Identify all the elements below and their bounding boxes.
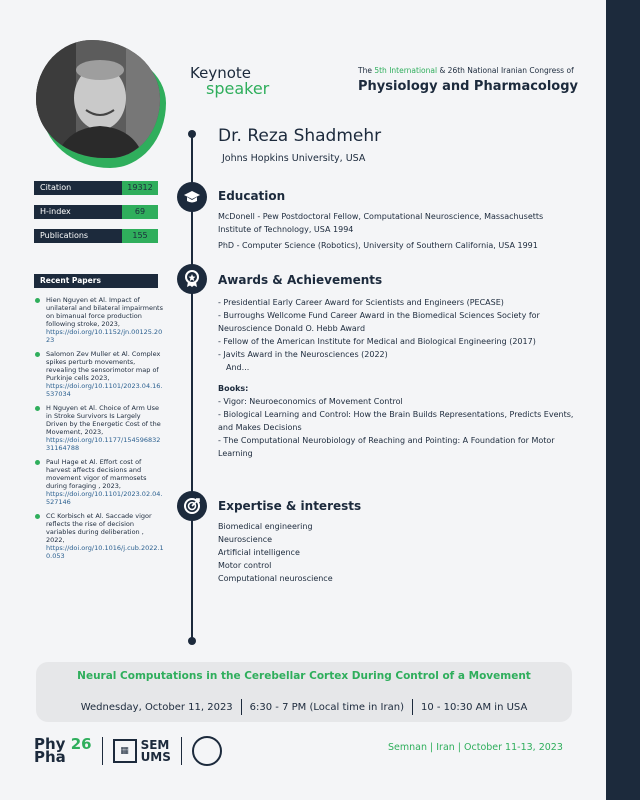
expertise-item: Motor control — [218, 561, 272, 570]
stat-label: Publications — [34, 229, 122, 243]
expertise-title: Expertise & interests — [218, 499, 362, 513]
phypha-logo: Phy 26 Pha — [34, 735, 92, 766]
talk-schedule — [36, 696, 572, 718]
award-item: - Fellow of the American Institute for Medical and Biological Engineering (2017) — [218, 337, 536, 346]
timeline-dot-bottom — [188, 637, 196, 645]
divider — [412, 699, 413, 715]
congress-title: Physiology and Pharmacology — [358, 79, 579, 94]
recent-papers-list — [34, 296, 164, 566]
paper-item: CC Korbisch et Al. Saccade vigor reflects the rise of decision variables during deliberation , 2022, https://doi.org/10.1016/j.cub.2022.10.053 — [34, 512, 164, 560]
talk-date: Wednesday, October 11, 2023 — [80, 701, 233, 713]
expertise-item: Artificial intelligence — [218, 548, 300, 557]
award-item: - Burroughs Wellcome Fund Career Award in the Biomedical Sciences Society for Neuroscience Donald O. Hebb Award — [218, 311, 540, 333]
divider — [241, 699, 242, 715]
divider — [181, 737, 182, 765]
education-item: McDonell - Pew Postdoctoral Fellow, Computational Neuroscience, Massachusetts Institute of Technology, USA 1994 — [218, 212, 544, 234]
university-emblem-icon: ▦ — [113, 739, 137, 763]
awards-list — [218, 296, 578, 460]
congress-subtitle: The 5th International & 26th National Iranian Congress of — [358, 66, 574, 75]
semums-logo: ▦ SEM UMS — [113, 739, 171, 763]
speaker-photo — [36, 40, 160, 158]
education-item: PhD - Computer Science (Robotics), University of Southern California, USA 1991 — [218, 241, 538, 250]
paper-doi-link[interactable]: https://doi.org/10.1101/2023.04.16.537034 — [46, 382, 163, 398]
book-item: - Biological Learning and Control: How the Brain Builds Representations, Predicts Events, and Makes Decisions — [218, 410, 574, 432]
education-list — [218, 210, 578, 255]
paper-item: H Nguyen et Al. Choice of Arm Use in Stroke Survivors Is Largely Driven by the Energetic Cost of the Movement, 2023, https://doi.org/10.1177/15459683231164788 — [34, 404, 164, 452]
stat-label: Citation — [34, 181, 122, 195]
stat-value: 69 — [122, 205, 158, 219]
paper-doi-link[interactable]: https://doi.org/10.1101/2023.02.04.527146 — [46, 490, 163, 506]
speaker-name: Dr. Reza Shadmehr — [218, 126, 382, 146]
congress-heading — [358, 66, 588, 94]
paper-item: Paul Hage et Al. Effort cost of harvest affects decisions and movement vigor of marmosets during foraging , 2023, https://doi.org/10.1101/2023.02.04.527146 — [34, 458, 164, 506]
paper-doi-link[interactable]: https://doi.org/10.1016/j.cub.2022.10.053 — [46, 544, 164, 560]
book-item: - The Computational Neurobiology of Reaching and Pointing: A Foundation for Motor Learning — [218, 436, 555, 458]
talk-time-iran: 6:30 - 7 PM (Local time in Iran) — [249, 701, 404, 713]
paper-item: Hien Nguyen et Al. Impact of unilateral and bilateral impairments on bimanual force production following stroke, 2023, https://doi.org/10.1152/jn.00125.2023 — [34, 296, 164, 344]
paper-doi-link[interactable]: https://doi.org/10.1152/jn.00125.2023 — [46, 328, 163, 344]
talk-title: Neural Computations in the Cerebellar Cortex During Control of a Movement — [77, 670, 531, 682]
awards-and-more: And... — [226, 363, 250, 372]
speaker-portrait-icon — [36, 40, 160, 158]
graduation-cap-icon — [177, 182, 207, 212]
right-edge-band — [606, 0, 640, 800]
stat-label: H-index — [34, 205, 122, 219]
keynote-word: Keynote — [190, 64, 251, 82]
speaker-word: speaker — [206, 79, 270, 98]
target-icon — [177, 491, 207, 521]
books-label: Books: — [218, 384, 249, 393]
stat-value: 155 — [122, 229, 158, 243]
speaker-affiliation: Johns Hopkins University, USA — [222, 153, 366, 164]
stat-publications — [34, 229, 158, 243]
education-title: Education — [218, 189, 286, 203]
event-location-date: Semnan | Iran | October 11-13, 2023 — [388, 742, 563, 753]
stats-panel — [34, 181, 158, 253]
speaker-photo-frame — [36, 40, 166, 166]
keynote-heading — [190, 66, 269, 96]
paper-doi-link[interactable]: https://doi.org/10.1177/15459683231164788 — [46, 436, 161, 452]
award-medal-icon — [177, 264, 207, 294]
awards-title: Awards & Achievements — [218, 273, 383, 287]
award-item: - Presidential Early Career Award for Scientists and Engineers (PECASE) — [218, 298, 504, 307]
stat-citation — [34, 181, 158, 195]
talk-time-usa: 10 - 10:30 AM in USA — [420, 701, 528, 713]
stat-value: 19312 — [122, 181, 158, 195]
divider — [102, 737, 103, 765]
stat-h-index — [34, 205, 158, 219]
footer-logos — [34, 736, 222, 766]
expertise-item: Computational neuroscience — [218, 574, 333, 583]
paper-item: Salomon Zev Muller et Al. Complex spikes perturb movements, revealing the sensorimotor map of Purkinje cells 2023, https://doi.org/10.1101/2023.04.16.537034 — [34, 350, 164, 398]
expertise-item: Neuroscience — [218, 535, 273, 544]
expertise-item: Biomedical engineering — [218, 522, 313, 531]
book-item: - Vigor: Neuroeconomics of Movement Control — [218, 397, 403, 406]
society-seal-icon — [192, 736, 222, 766]
recent-papers-heading: Recent Papers — [34, 274, 158, 288]
expertise-list — [218, 520, 578, 585]
timeline-dot-top — [188, 130, 196, 138]
award-item: - Javits Award in the Neurosciences (2022) — [218, 350, 388, 359]
